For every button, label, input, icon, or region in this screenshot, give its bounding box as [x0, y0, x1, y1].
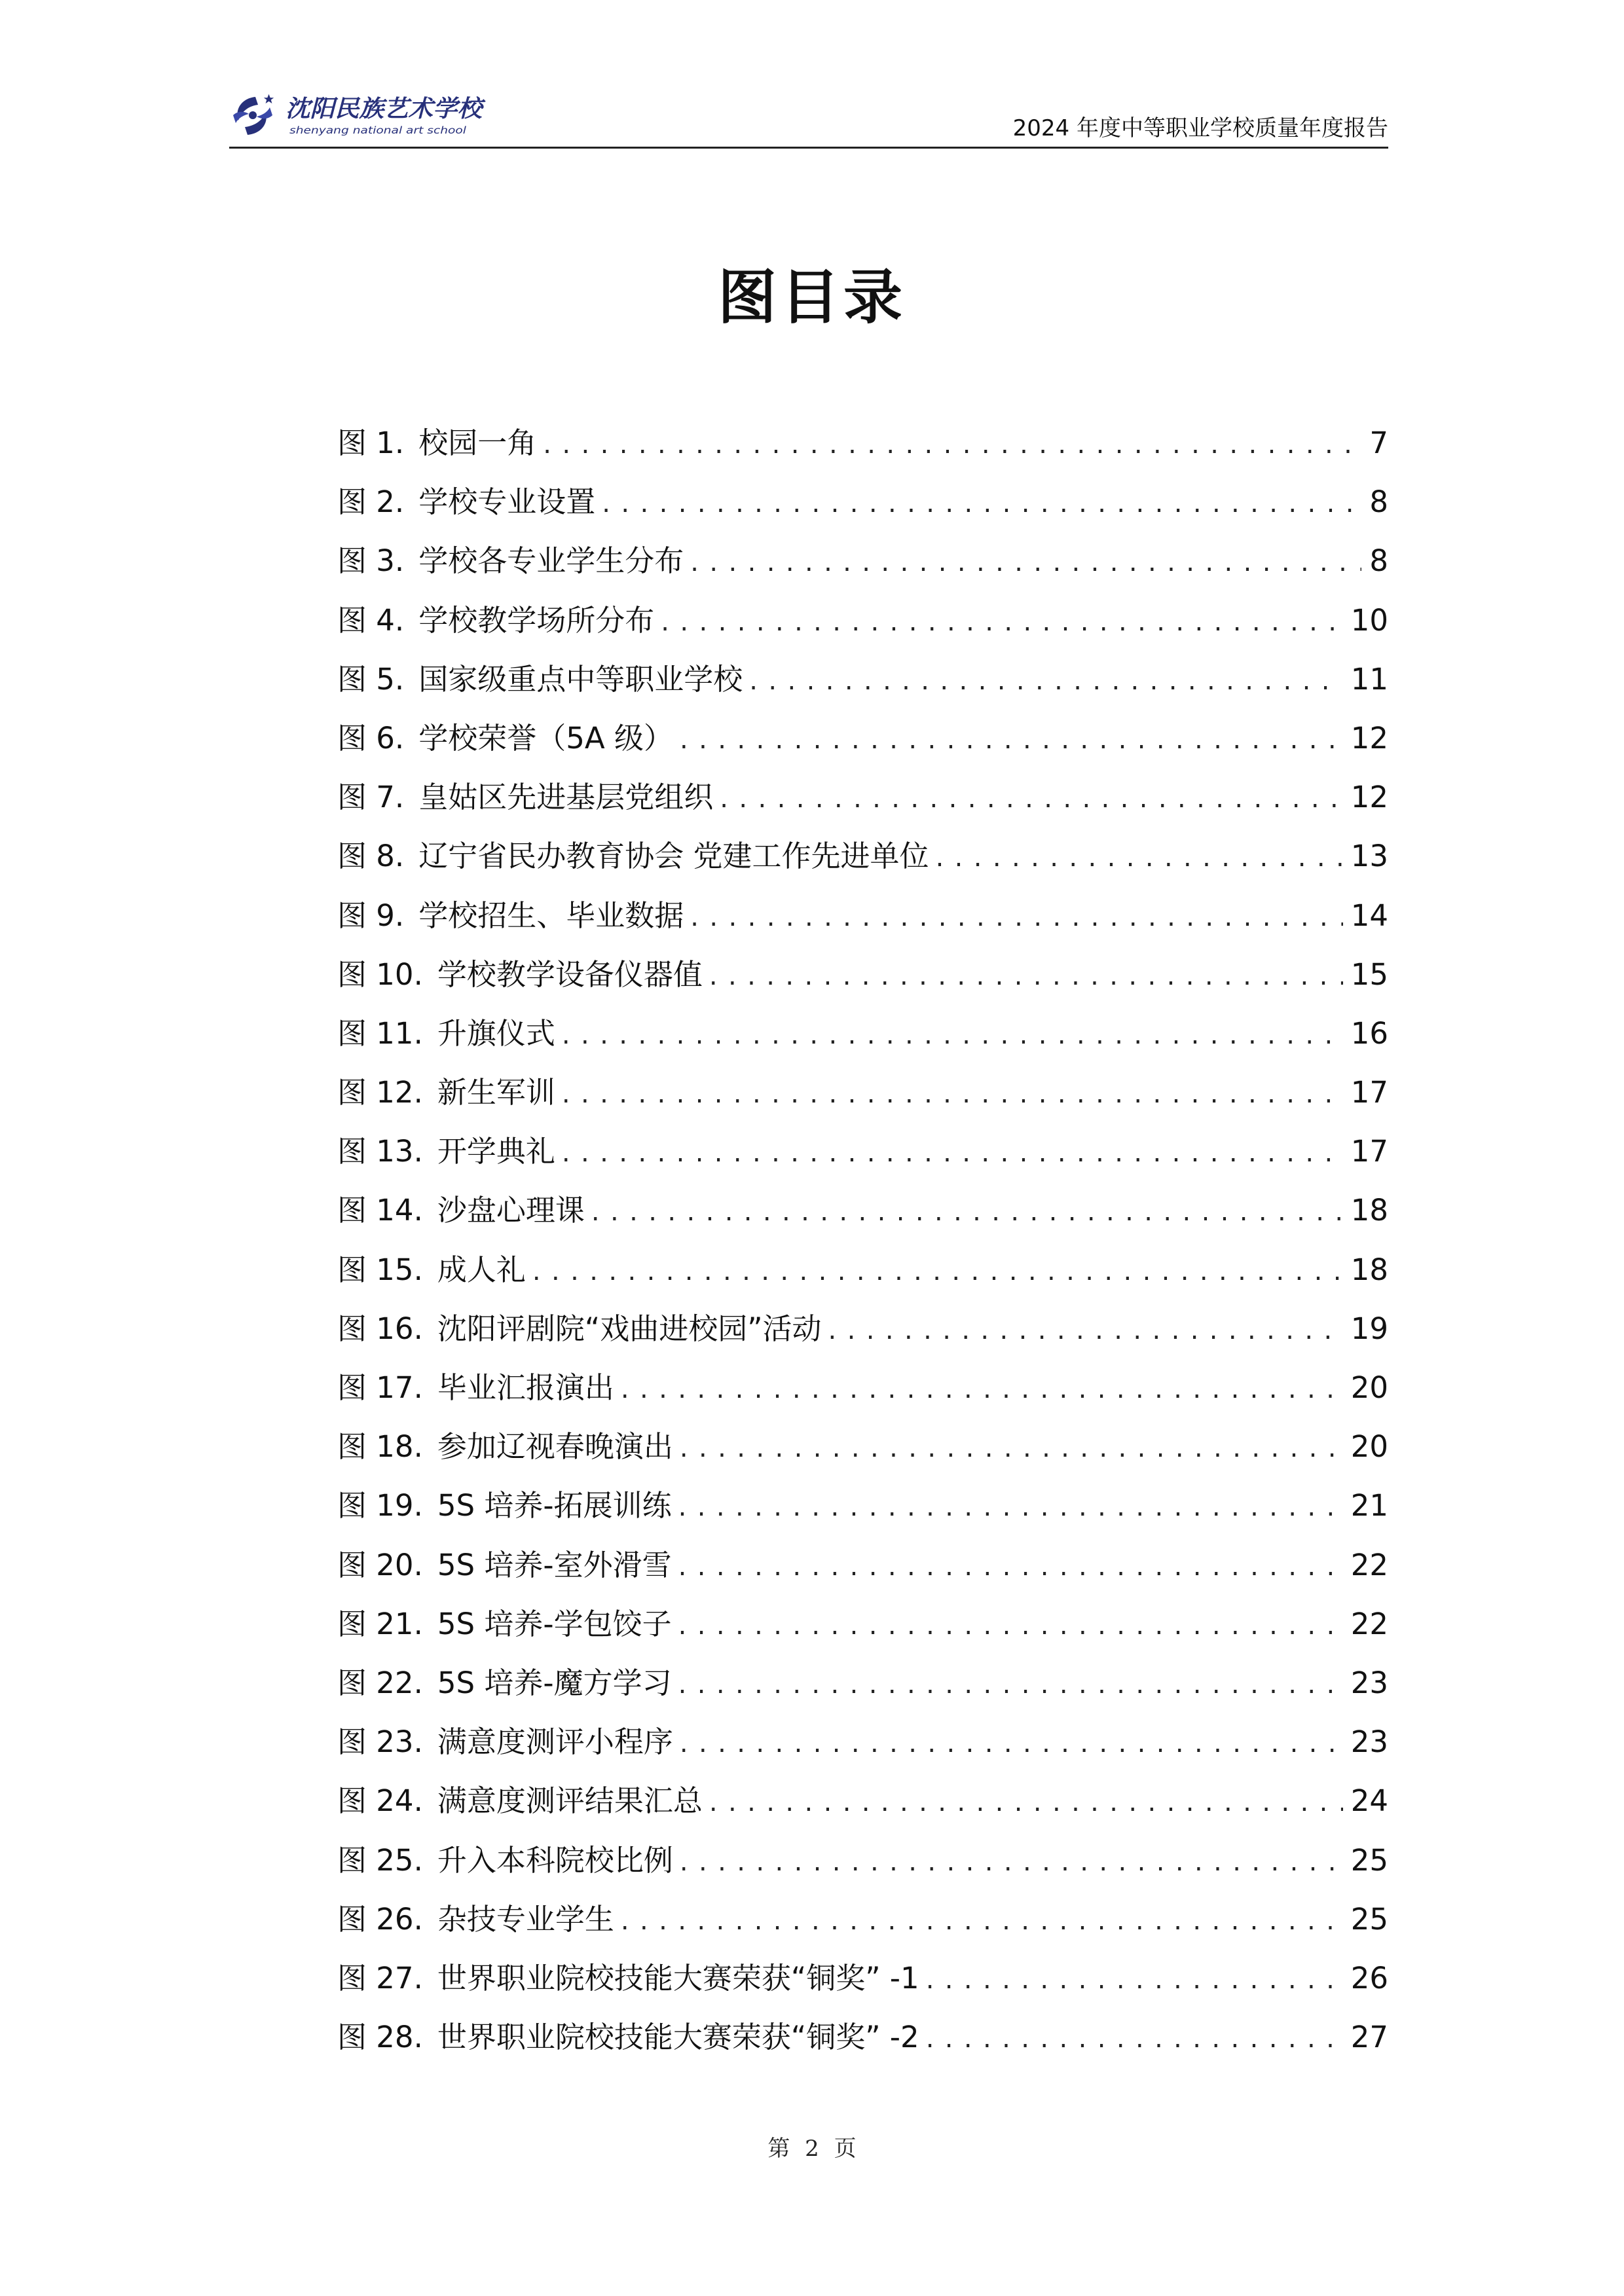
figure-title: 升旗仪式: [437, 1015, 555, 1051]
figure-title: 成人礼: [437, 1252, 526, 1287]
dot-leader: [661, 599, 1342, 645]
dot-leader: [709, 953, 1343, 999]
figure-title: 5S 培养-学包饺子: [437, 1606, 672, 1641]
page-number-ref: 16: [1350, 1015, 1388, 1051]
dot-leader: [678, 1544, 1343, 1590]
dot-leader: [749, 658, 1342, 704]
figure-label: 图 22.: [337, 1665, 423, 1700]
figure-label: 图 8.: [337, 839, 405, 874]
logo-subtext: shenyang national art school: [289, 124, 468, 136]
page-number-ref: 21: [1350, 1488, 1388, 1523]
figure-title: 5S 培养-室外滑雪: [437, 1547, 672, 1582]
logo-text: 沈阳民族艺术学校: [286, 95, 487, 122]
toc-entry[interactable]: [337, 657, 1388, 716]
dot-leader: [532, 1248, 1343, 1294]
page-number-ref: 13: [1350, 839, 1388, 874]
page-number-ref: 7: [1369, 426, 1388, 460]
figure-title: 学校招生、毕业数据: [418, 898, 684, 933]
figure-label: 图 27.: [337, 1960, 423, 1995]
figure-title: 沙盘心理课: [437, 1193, 585, 1228]
toc-entry[interactable]: [337, 833, 1388, 892]
toc-entry[interactable]: [337, 1188, 1388, 1247]
figure-title: 校园一角: [418, 426, 537, 460]
page-number-ref: 11: [1350, 661, 1388, 697]
toc-entry[interactable]: [337, 1011, 1388, 1070]
toc-entry[interactable]: [337, 420, 1388, 479]
figure-label: 图 16.: [337, 1311, 423, 1346]
toc-entry[interactable]: [337, 1838, 1388, 1897]
toc-entry[interactable]: [337, 538, 1388, 597]
figure-title: 学校教学设备仪器值: [437, 957, 703, 992]
page-number-ref: 22: [1350, 1606, 1388, 1641]
page-number-ref: 10: [1350, 602, 1388, 638]
page-number-ref: 18: [1350, 1252, 1388, 1287]
toc-entry[interactable]: [337, 1483, 1388, 1542]
dot-leader: [621, 1366, 1343, 1412]
dot-leader: [926, 2016, 1343, 2062]
figure-label: 图 13.: [337, 1134, 423, 1169]
dot-leader: [621, 1898, 1343, 1944]
dot-leader: [709, 1779, 1343, 1825]
toc-entry[interactable]: [337, 1778, 1388, 1837]
toc-entry[interactable]: [337, 716, 1388, 774]
page-number-ref: 19: [1350, 1311, 1388, 1346]
figure-label: 图 3.: [337, 543, 405, 579]
page-number-ref: 14: [1350, 898, 1388, 933]
page-number-ref: 24: [1350, 1783, 1388, 1819]
figure-label: 图 20.: [337, 1547, 423, 1582]
dot-leader: [562, 1012, 1343, 1058]
figure-label: 图 10.: [337, 957, 423, 992]
page-number-ref: 17: [1350, 1134, 1388, 1169]
page-number-ref: 8: [1369, 543, 1388, 579]
toc-entry[interactable]: [337, 598, 1388, 657]
dot-leader: [678, 1662, 1343, 1707]
dot-leader: [680, 1425, 1343, 1471]
dot-leader: [926, 1957, 1343, 2003]
figure-label: 图 2.: [337, 484, 405, 520]
dot-leader: [678, 1603, 1343, 1649]
dot-leader: [828, 1307, 1343, 1353]
dot-leader: [543, 422, 1361, 467]
figure-label: 图 7.: [337, 780, 405, 815]
figure-title: 辽宁省民办教育协会 党建工作先进单位: [418, 839, 929, 874]
page-number-ref: 20: [1350, 1370, 1388, 1405]
dot-leader: [690, 539, 1361, 585]
logo-emblem-icon: [233, 94, 274, 135]
page-number: 第 2 页: [767, 2136, 857, 2162]
page-number-ref: 18: [1350, 1193, 1388, 1228]
figure-label: 图 23.: [337, 1724, 423, 1760]
toc-entry[interactable]: [337, 1070, 1388, 1129]
figure-title: 满意度测评结果汇总: [437, 1783, 703, 1819]
figure-label: 图 6.: [337, 720, 405, 756]
page-number-ref: 8: [1369, 484, 1388, 520]
page-number-ref: 20: [1350, 1429, 1388, 1465]
figure-title: 学校各专业学生分布: [418, 543, 684, 579]
figure-title: 新生军训: [437, 1075, 555, 1110]
toc-entry[interactable]: [337, 952, 1388, 1011]
figure-title: 参加辽视春晚演出: [437, 1429, 673, 1465]
header-divider: [229, 147, 1388, 149]
figure-list: [337, 420, 1388, 2073]
figure-title: 5S 培养-拓展训练: [437, 1488, 672, 1523]
page-number-ref: 25: [1350, 1901, 1388, 1937]
page-header: [229, 85, 1388, 151]
figure-label: 图 1.: [337, 426, 405, 460]
dot-leader: [562, 1130, 1343, 1176]
report-title: 2024 年度中等职业学校质量年度报告: [1012, 115, 1388, 141]
figure-title: 世界职业院校技能大赛荣获“铜奖” -1: [437, 1960, 919, 1995]
dot-leader: [591, 1189, 1343, 1235]
dot-leader: [680, 1839, 1343, 1885]
dot-leader: [720, 776, 1342, 822]
dot-leader: [680, 717, 1343, 763]
figure-label: 图 17.: [337, 1370, 423, 1405]
page-number-ref: 17: [1350, 1075, 1388, 1110]
dot-leader: [680, 1721, 1343, 1766]
dot-leader: [936, 835, 1343, 881]
toc-entry[interactable]: [337, 1719, 1388, 1778]
figure-title: 学校荣誉（5A 级）: [418, 720, 673, 756]
figure-label: 图 25.: [337, 1842, 423, 1878]
toc-entry[interactable]: [337, 1956, 1388, 2014]
page-title: 图目录: [718, 263, 906, 332]
figure-label: 图 24.: [337, 1783, 423, 1819]
toc-entry[interactable]: [337, 1129, 1388, 1188]
figure-label: 图 9.: [337, 898, 405, 933]
dot-leader: [562, 1071, 1343, 1117]
page-number-ref: 12: [1350, 720, 1388, 756]
toc-entry[interactable]: [337, 1306, 1388, 1365]
school-logo: [229, 89, 491, 141]
toc-entry[interactable]: [337, 1660, 1388, 1719]
toc-entry[interactable]: [337, 774, 1388, 833]
toc-entry[interactable]: [337, 1247, 1388, 1306]
figure-title: 学校教学场所分布: [418, 602, 655, 638]
figure-title: 沈阳评剧院“戏曲进校园”活动: [437, 1311, 822, 1346]
toc-entry[interactable]: [337, 1424, 1388, 1483]
figure-title: 5S 培养-魔方学习: [437, 1665, 672, 1700]
figure-title: 学校专业设置: [418, 484, 596, 520]
figure-label: 图 15.: [337, 1252, 423, 1287]
figure-title: 世界职业院校技能大赛荣获“铜奖” -2: [437, 2020, 919, 2055]
figure-title: 开学典礼: [437, 1134, 555, 1169]
figure-label: 图 4.: [337, 602, 405, 638]
toc-entry[interactable]: [337, 2014, 1388, 2073]
figure-label: 图 12.: [337, 1075, 423, 1110]
figure-title: 升入本科院校比例: [437, 1842, 673, 1878]
figure-label: 图 14.: [337, 1193, 423, 1228]
toc-entry[interactable]: [337, 1542, 1388, 1601]
figure-label: 图 18.: [337, 1429, 423, 1465]
toc-entry[interactable]: [337, 479, 1388, 538]
page-number-ref: 25: [1350, 1842, 1388, 1878]
figure-label: 图 21.: [337, 1606, 423, 1641]
figure-label: 图 5.: [337, 661, 405, 697]
toc-entry[interactable]: [337, 1601, 1388, 1660]
dot-leader: [690, 894, 1342, 940]
dot-leader: [678, 1484, 1343, 1530]
figure-title: 杂技专业学生: [437, 1901, 614, 1937]
figure-title: 国家级重点中等职业学校: [418, 661, 743, 697]
figure-label: 图 28.: [337, 2020, 423, 2055]
figure-label: 图 19.: [337, 1488, 423, 1523]
page-number-ref: 26: [1350, 1960, 1388, 1995]
page-number-ref: 22: [1350, 1547, 1388, 1582]
figure-title: 满意度测评小程序: [437, 1724, 673, 1760]
page-number-ref: 27: [1350, 2020, 1388, 2055]
figure-label: 图 26.: [337, 1901, 423, 1937]
page-number-ref: 23: [1350, 1724, 1388, 1760]
page-number-ref: 23: [1350, 1665, 1388, 1700]
toc-entry[interactable]: [337, 893, 1388, 952]
toc-entry[interactable]: [337, 1897, 1388, 1956]
dot-leader: [602, 481, 1361, 526]
figure-title: 毕业汇报演出: [437, 1370, 614, 1405]
figure-label: 图 11.: [337, 1015, 423, 1051]
figure-title: 皇姑区先进基层党组织: [418, 780, 714, 815]
page-number-ref: 15: [1350, 957, 1388, 992]
page-number-ref: 12: [1350, 780, 1388, 815]
toc-entry[interactable]: [337, 1365, 1388, 1424]
